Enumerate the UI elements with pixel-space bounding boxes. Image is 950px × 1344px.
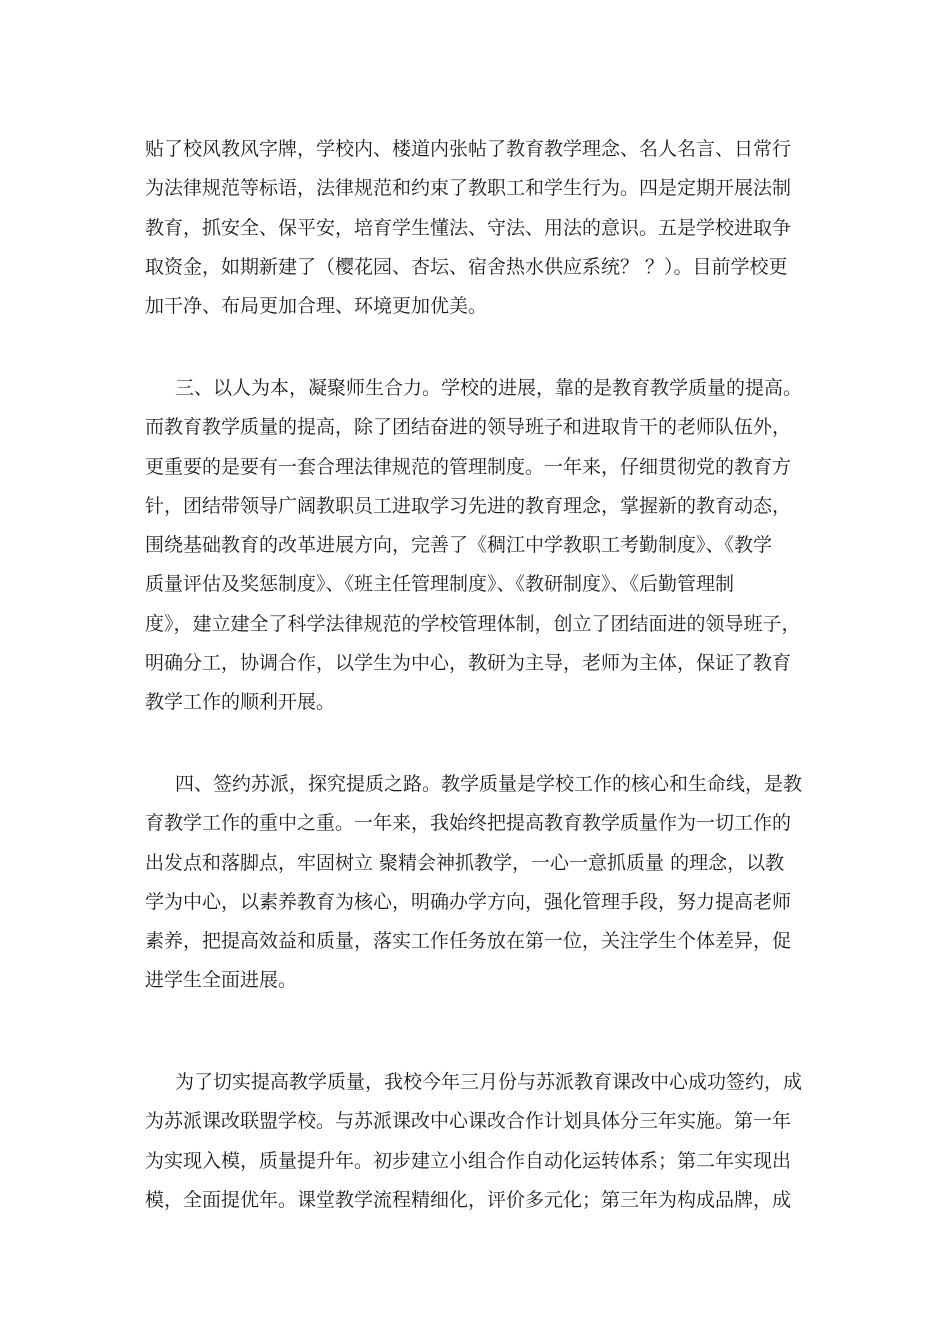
- text-line: 明确分工，协调合作，以学生为中心，教研为主导，老师为主体，保证了教育: [145, 652, 792, 675]
- text-line: 为了切实提高教学质量，我校今年三月份与苏派教育课改中心成功签约，成: [175, 1071, 803, 1093]
- text-line: 为苏派课改联盟学校。与苏派课改中心课改合作计划具体分三年实施。第一年: [145, 1110, 792, 1133]
- text-line: 为法律规范等标语，法律规范和约束了教职工和学生行为。四是定期开展法制: [145, 177, 792, 200]
- text-line: 教育，抓安全、保平安，培育学生懂法、守法、用法的意识。五是学校进取争: [145, 216, 792, 239]
- text-line: 学为中心，以素养教育为核心，明确办学方向，强化管理手段，努力提高老师: [145, 890, 792, 913]
- text-line: 更重要的是要有一套合理法律规范的管理制度。一年来，仔细贯彻党的教育方: [145, 455, 792, 478]
- paragraph-supai-signing: [145, 765, 810, 1001]
- text-line: 进学生全面进展。: [145, 969, 298, 992]
- text-line: 度》，建立建全了科学法律规范的学校管理体制，创立了团结面进的领导班子，: [145, 612, 801, 635]
- text-line: 为实现入模，质量提升年。初步建立小组合作自动化运转体系；第二年实现出: [145, 1149, 792, 1172]
- text-line: 针，团结带领导广阔教职员工进取学习先进的教育理念，掌握新的教育动态，: [145, 494, 792, 517]
- paragraph-teaching-quality-plan: [145, 1063, 810, 1220]
- text-line: 围绕基础教育的改革进展方向，完善了《稠江中学教职工考勤制度》、《教学: [145, 534, 773, 557]
- text-line: 贴了校风教风字牌，学校内、楼道内张帖了教育教学理念、名人名言、日常行: [145, 138, 792, 160]
- text-line: 四、签约苏派，探究提质之路。教学质量是学校工作的核心和生命线，是教: [175, 773, 803, 795]
- text-line: 三、以人为本，凝聚师生合力。学校的进展，靠的是教育教学质量的提高。: [175, 377, 803, 399]
- paragraph-campus-environment: [145, 130, 810, 326]
- text-line: 教学工作的顺利开展。: [145, 691, 336, 714]
- text-line: 育教学工作的重中之重。一年来，我始终把提高教育教学质量作为一切工作的: [145, 812, 792, 835]
- text-line: 而教育教学质量的提高，除了团结奋进的领导班子和进取肯干的老师队伍外，: [145, 416, 792, 439]
- text-line: 加干净、布局更加合理、环境更加优美。: [145, 295, 488, 318]
- text-line: 质量评估及奖惩制度》、《班主任管理制度》、《教研制度》、《后勤管理制: [145, 573, 735, 596]
- paragraph-people-oriented: [145, 369, 810, 723]
- text-line: 素养，把提高效益和质量，落实工作任务放在第一位，关注学生个体差异，促: [145, 930, 792, 953]
- text-line: 模，全面提优年。课堂教学流程精细化，评价多元化；第三年为构成品牌，成: [145, 1188, 792, 1211]
- text-line: 取资金，如期新建了（樱花园、杏坛、宿舍热水供应系统？ ？）。目前学校更: [145, 255, 788, 278]
- text-line: 出发点和落脚点，牢固树立 聚精会神抓教学，一心一意抓质量 的理念，以教: [145, 851, 785, 874]
